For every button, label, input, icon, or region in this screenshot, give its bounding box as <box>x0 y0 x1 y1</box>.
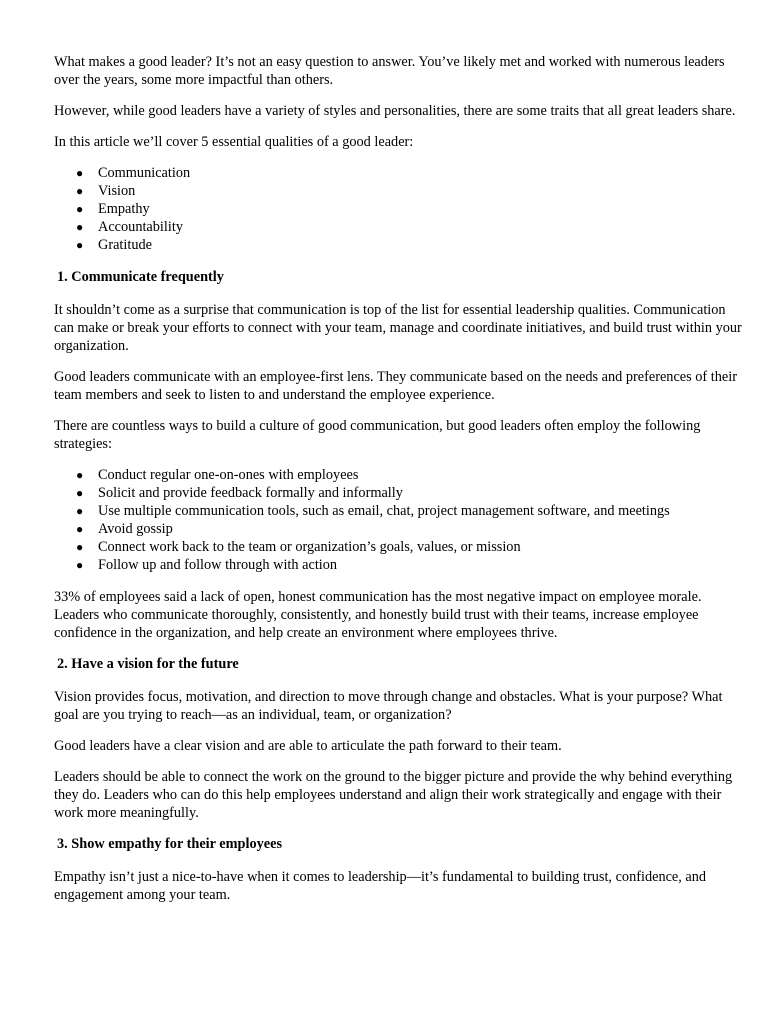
list-item: ● Gratitude <box>76 237 152 253</box>
bullet-icon: ● <box>76 238 84 252</box>
intro-paragraph-1: What makes a good leader? It’s not an easy question to answer. You’ve likely met and worked with numerous leaders over the years, some more impactful than others. <box>54 54 725 88</box>
qualities-list <box>54 164 744 254</box>
list-item: ● Follow up and follow through with action <box>76 557 338 573</box>
list-item: ● Conduct regular one-on-ones with employees <box>76 467 359 483</box>
list-item: ● Vision <box>76 183 136 199</box>
section-1-paragraph-1: It shouldn’t come as a surprise that communication is top of the list for essential leadership qualities. Communication can make or break your efforts to connect with your team, manage and coordinate initiatives, and build trust within your organization. <box>54 302 742 354</box>
list-item: ● Communication <box>76 165 191 181</box>
intro-paragraph-3: In this article we’ll cover 5 essential qualities of a good leader: <box>54 134 414 150</box>
section-1-paragraph-3: There are countless ways to build a culture of good communication, but good leaders often employ the following strategies: <box>54 418 701 452</box>
bullet-icon: ● <box>76 504 84 518</box>
list-item: ● Accountability <box>76 219 183 235</box>
bullet-icon: ● <box>76 184 84 198</box>
bullet-icon: ● <box>76 468 84 482</box>
section-1-paragraph-2: Good leaders communicate with an employee-first lens. They communicate based on the needs and preferences of their team members and seek to listen to and understand the employee experience. <box>54 369 737 403</box>
section-1-paragraph-4: 33% of employees said a lack of open, honest communication has the most negative impact on employee morale. Leaders who communicate thoroughly, consistently, and honestly build trust with their teams, increase employee confidence in the organization, and help create an environment where employees thrive. <box>54 589 702 641</box>
bullet-icon: ● <box>76 522 84 536</box>
list-item: ● Avoid gossip <box>76 521 173 537</box>
section-2-paragraph-1: Vision provides focus, motivation, and direction to move through change and obstacles. What is your purpose? What goal are you trying to reach—as an individual, team, or organization? <box>54 689 723 723</box>
list-item: ● Empathy <box>76 201 150 217</box>
section-2-paragraph-2: Good leaders have a clear vision and are able to articulate the path forward to their team. <box>54 738 562 754</box>
section-3-heading: 3. Show empathy for their employees <box>57 836 283 852</box>
list-item: ● Use multiple communication tools, such as email, chat, project management software, and meetings <box>76 503 670 519</box>
bullet-icon: ● <box>76 486 84 500</box>
intro-paragraph-2: However, while good leaders have a variety of styles and personalities, there are some traits that all great leaders share. <box>54 103 736 119</box>
list-item: ● Connect work back to the team or organization’s goals, values, or mission <box>76 539 521 555</box>
section-2-paragraph-3: Leaders should be able to connect the work on the ground to the bigger picture and provide the why behind everything they do. Leaders who can do this help employees understand and align their work strategically and engage with their work more meaningfully. <box>54 769 733 821</box>
section-2-heading: 2. Have a vision for the future <box>57 656 239 672</box>
bullet-icon: ● <box>76 166 84 180</box>
bullet-icon: ● <box>76 202 84 216</box>
bullet-icon: ● <box>76 220 84 234</box>
document-page <box>54 53 744 917</box>
list-item: ● Solicit and provide feedback formally and informally <box>76 485 403 501</box>
section-1-heading: 1. Communicate frequently <box>57 269 224 285</box>
strategies-list <box>54 466 744 574</box>
bullet-icon: ● <box>76 558 84 572</box>
bullet-icon: ● <box>76 540 84 554</box>
section-3-paragraph-1: Empathy isn’t just a nice-to-have when it comes to leadership—it’s fundamental to building trust, confidence, and engagement among your team. <box>54 869 707 903</box>
